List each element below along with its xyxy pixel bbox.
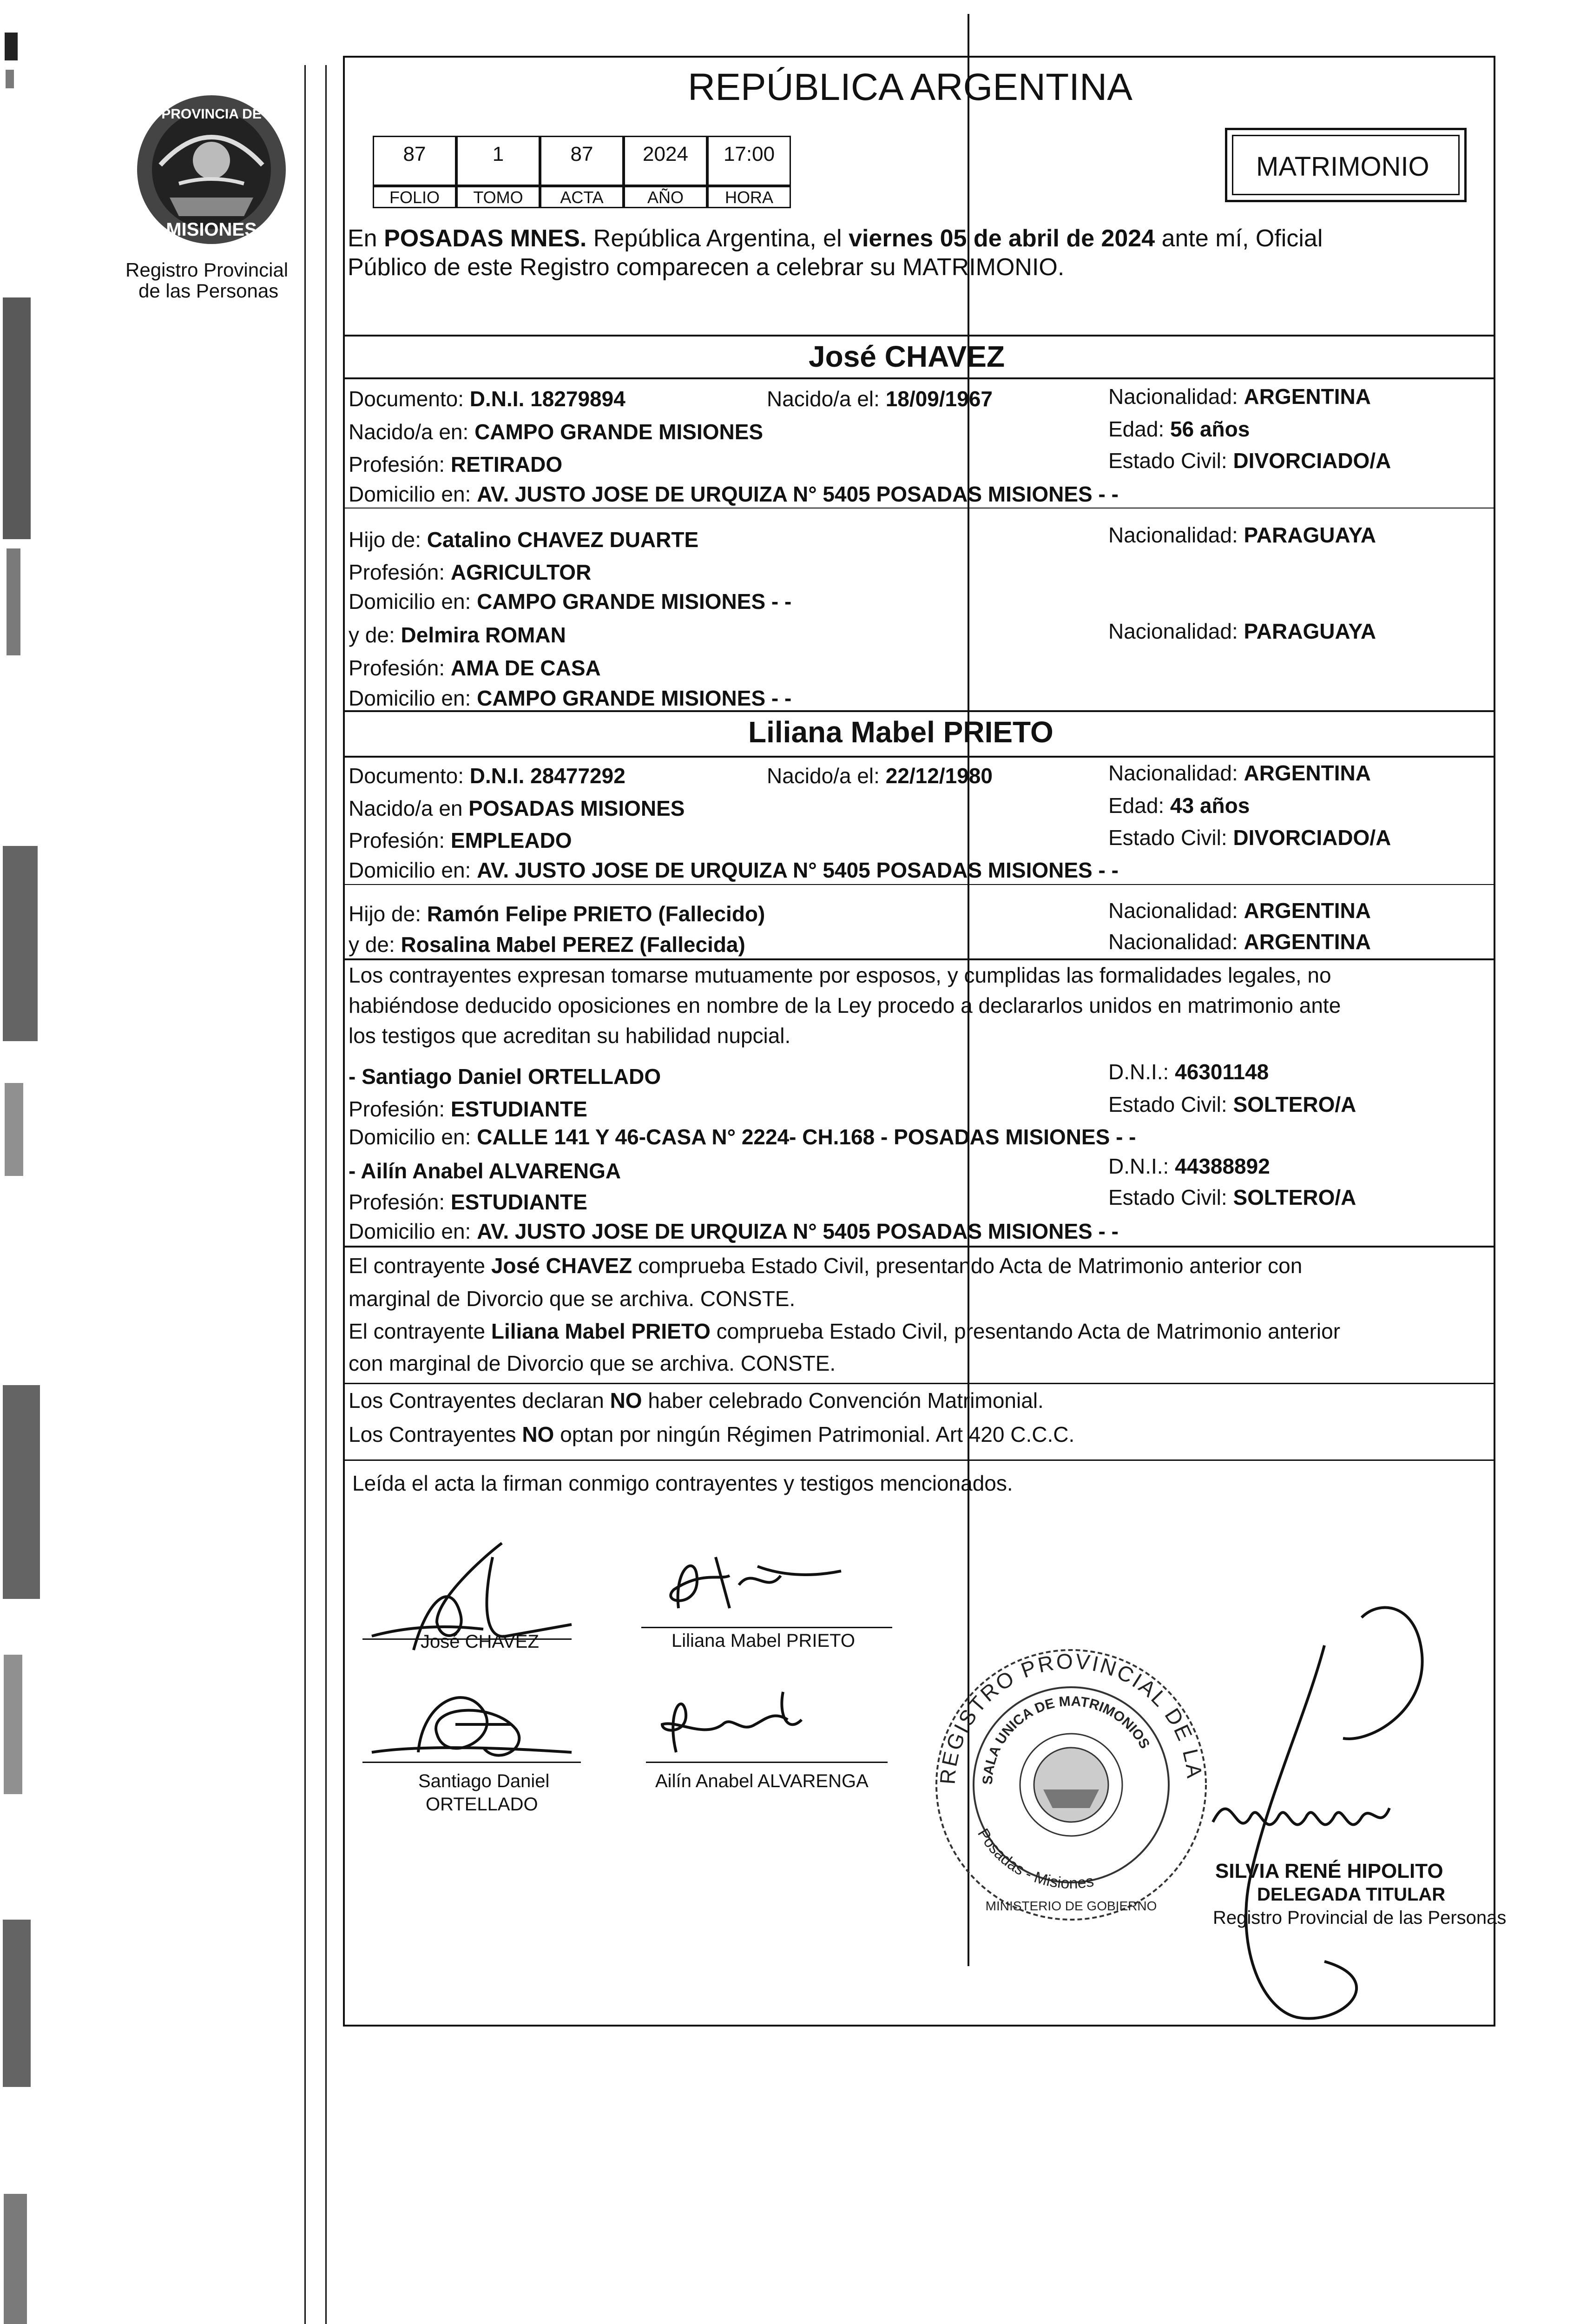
groom-mother-address: Domicilio en: CAMPO GRANDE MISIONES - - [349, 686, 792, 710]
bride-nationality: Nacionalidad: ARGENTINA [1108, 761, 1371, 785]
act-type-box [1225, 128, 1467, 202]
note-convention: Los Contrayentes declaran NO haber celebrado Convención Matrimonial. [349, 1388, 1044, 1413]
witness2-signature [648, 1683, 825, 1766]
bride-signature-label: Liliana Mabel PRIETO [672, 1631, 855, 1651]
witness1-civil-status: Estado Civil: SOLTERO/A [1108, 1092, 1356, 1116]
scan-artifact [5, 1083, 23, 1176]
witness1-signature [362, 1673, 586, 1780]
bride-profession: Profesión: EMPLEADO [349, 828, 572, 852]
section-divider [343, 1246, 1495, 1248]
margin-line [304, 65, 306, 2324]
bride-father-nationality: Nacionalidad: ARGENTINA [1108, 898, 1371, 923]
witness1-signature-label-1: Santiago Daniel [418, 1771, 550, 1791]
stamp-inner-text: SALA UNICA DE MATRIMONIOS [980, 1693, 1153, 1785]
bride-father: Hijo de: Ramón Felipe PRIETO (Fallecido) [349, 902, 765, 926]
declaration-line2: habiéndose deducido oposiciones en nombre de la Ley procedo a declararlos unidos en matrimonio ante [349, 993, 1341, 1017]
signature-line [641, 1627, 892, 1628]
groom-civil-status: Estado Civil: DIVORCIADO/A [1108, 449, 1391, 473]
groom-document: Documento: D.N.I. 18279894 [349, 387, 625, 411]
meta-hora-label: HORA [707, 186, 791, 208]
country-title: REPÚBLICA ARGENTINA [688, 66, 1132, 108]
bride-civil-status: Estado Civil: DIVORCIADO/A [1108, 825, 1391, 850]
bride-born: Nacido/a el: 22/12/1980 [767, 764, 993, 788]
meta-acta-label: ACTA [540, 186, 624, 208]
registry-name-line2: de las Personas [138, 280, 279, 302]
meta-acta-value: 87 [540, 136, 624, 186]
meta-ano-value: 2024 [624, 136, 707, 186]
groom-father-profession: Profesión: AGRICULTOR [349, 560, 592, 584]
meta-folio-value: 87 [373, 136, 456, 186]
note-bride-line2: con marginal de Divorcio que se archiva. CONSTE. [349, 1351, 836, 1375]
groom-birthplace: Nacido/a en: CAMPO GRANDE MISIONES [349, 420, 764, 444]
declaration-line3: los testigos que acreditan su habilidad nupcial. [349, 1023, 791, 1048]
intro-line2: Público de este Registro comparecen a celebrar su MATRIMONIO. [348, 254, 1065, 281]
note-groom-line1: El contrayente José CHAVEZ comprueba Estado Civil, presentando Acta de Matrimonio anterior con [349, 1254, 1303, 1278]
scan-artifact [3, 297, 31, 539]
meta-folio-label: FOLIO [373, 186, 456, 208]
witness1-profession: Profesión: ESTUDIANTE [349, 1097, 587, 1121]
signature-line [362, 1762, 581, 1763]
section-divider [343, 756, 1495, 758]
section-divider [343, 335, 1495, 337]
witness1-dni: D.N.I.: 46301148 [1108, 1060, 1269, 1084]
section-divider [343, 377, 1495, 379]
groom-father-nationality: Nacionalidad: PARAGUAYA [1108, 523, 1376, 547]
declaration-line1: Los contrayentes expresan tomarse mutuamente por esposos, y cumplidas las formalidades legales, no [349, 963, 1331, 987]
official-signature [1083, 1599, 1482, 2022]
witness2-address: Domicilio en: AV. JUSTO JOSE DE URQUIZA N° 5405 POSADAS MISIONES - - [349, 1219, 1119, 1243]
note-bride-line1: El contrayente Liliana Mabel PRIETO comprueba Estado Civil, presentando Acta de Matrimonio anterior [349, 1319, 1341, 1343]
intro-line1: En POSADAS MNES. República Argentina, el viernes 05 de abril de 2024 ante mí, Oficial [348, 225, 1323, 252]
witness2-name: - Ailín Anabel ALVARENGA [349, 1159, 621, 1183]
witness1-name: - Santiago Daniel ORTELLADO [349, 1064, 661, 1089]
groom-signature-label: José CHAVEZ [421, 1631, 539, 1652]
witness2-dni: D.N.I.: 44388892 [1108, 1154, 1270, 1178]
witness1-signature-label-2: ORTELLADO [426, 1794, 538, 1815]
scan-artifact [3, 1920, 31, 2087]
groom-father-address: Domicilio en: CAMPO GRANDE MISIONES - - [349, 589, 792, 614]
meta-tomo-label: TOMO [456, 186, 540, 208]
bride-age: Edad: 43 años [1108, 793, 1250, 818]
meta-tomo-value: 1 [456, 136, 540, 186]
stamp-ministry-text: MINISTERIO DE GOBIERNO [985, 1899, 1157, 1913]
section-divider [343, 710, 1495, 712]
groom-mother-nationality: Nacionalidad: PARAGUAYA [1108, 619, 1376, 643]
logo-text-top: PROVINCIA DE [161, 106, 262, 122]
groom-profession: Profesión: RETIRADO [349, 452, 563, 476]
groom-father: Hijo de: Catalino CHAVEZ DUARTE [349, 528, 699, 552]
witness2-profession: Profesión: ESTUDIANTE [349, 1190, 587, 1214]
bride-address: Domicilio en: AV. JUSTO JOSE DE URQUIZA N° 5405 POSADAS MISIONES - - [349, 858, 1119, 882]
note-regime: Los Contrayentes NO optan por ningún Régimen Patrimonial. Art 420 C.C.C. [349, 1422, 1075, 1446]
bride-document: Documento: D.N.I. 28477292 [349, 764, 625, 788]
witness2-signature-label: Ailín Anabel ALVARENGA [655, 1771, 869, 1791]
groom-mother-profession: Profesión: AMA DE CASA [349, 656, 601, 680]
groom-age: Edad: 56 años [1108, 417, 1250, 441]
row-divider [343, 884, 1495, 885]
section-divider [343, 1459, 1495, 1461]
note-groom-line2: marginal de Divorcio que se archiva. CONSTE. [349, 1287, 796, 1311]
signature-line [646, 1762, 888, 1763]
scan-artifact [6, 70, 14, 88]
official-org: Registro Provincial de las Personas [1213, 1908, 1507, 1928]
margin-line [325, 65, 327, 2324]
bride-mother-nationality: Nacionalidad: ARGENTINA [1108, 930, 1371, 954]
scan-artifact [3, 1385, 40, 1599]
province-logo [132, 91, 290, 249]
closing-statement: Leída el acta la firman conmigo contrayentes y testigos mencionados. [352, 1471, 1013, 1495]
registry-name-line1: Registro Provincial [125, 259, 289, 281]
groom-address: Domicilio en: AV. JUSTO JOSE DE URQUIZA N° 5405 POSADAS MISIONES - - [349, 482, 1119, 506]
witness2-civil-status: Estado Civil: SOLTERO/A [1108, 1185, 1356, 1209]
groom-mother: y de: Delmira ROMAN [349, 623, 566, 647]
stamp-outer-text: REGISTRO PROVINCIAL DE LA [935, 1649, 1207, 1785]
groom-name: José CHAVEZ [809, 340, 1005, 373]
act-type: MATRIMONIO [1256, 152, 1429, 182]
bride-birthplace: Nacido/a en POSADAS MISIONES [349, 796, 685, 820]
meta-hora-value: 17:00 [707, 136, 791, 186]
section-divider [343, 958, 1495, 960]
logo-text-bottom: MISIONES [166, 219, 257, 240]
scan-artifact [4, 1655, 22, 1794]
scan-artifact [4, 2194, 27, 2324]
section-divider [343, 1383, 1495, 1384]
groom-nationality: Nacionalidad: ARGENTINA [1108, 384, 1371, 409]
meta-ano-label: AÑO [624, 186, 707, 208]
official-role: DELEGADA TITULAR [1257, 1884, 1446, 1905]
stamp-bottom-text: Posadas - Misiones [974, 1825, 1095, 1893]
bride-name: Liliana Mabel PRIETO [748, 715, 1053, 749]
scan-artifact [5, 33, 18, 60]
scan-artifact [3, 846, 38, 1041]
official-name: SILVIA RENÉ HIPOLITO [1215, 1860, 1443, 1882]
scan-artifact [7, 548, 20, 655]
groom-born: Nacido/a el: 18/09/1967 [767, 387, 993, 411]
witness1-address: Domicilio en: CALLE 141 Y 46-CASA N° 2224- CH.168 - POSADAS MISIONES - - [349, 1125, 1136, 1149]
bride-mother: y de: Rosalina Mabel PEREZ (Fallecida) [349, 932, 745, 957]
bride-signature [646, 1538, 869, 1631]
